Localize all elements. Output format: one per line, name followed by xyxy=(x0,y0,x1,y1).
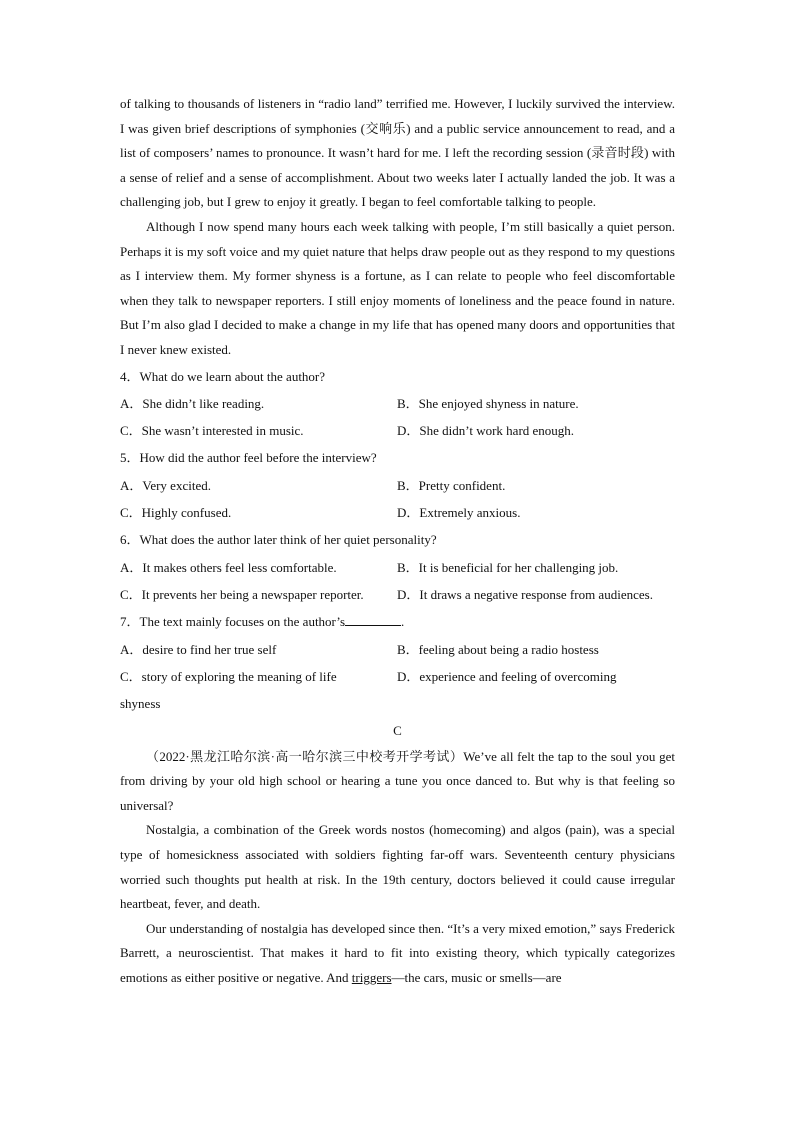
question-5-option-a[interactable]: A．Very excited. xyxy=(120,477,211,493)
question-4-option-d[interactable]: D．She didn’t work hard enough. xyxy=(397,423,575,439)
question-4-options-row-2 xyxy=(120,417,675,444)
question-4-option-b[interactable]: B．She enjoyed shyness in nature. xyxy=(397,395,579,411)
passage-b-paragraph-1: of talking to thousands of listeners in “radio land” terrified me. However, I luckily survived the interview. I was given brief descriptions of symphonies (交响乐) and a public service announcement to read, and a list of composers’ names to pronounce. It wasn’t hard for me. I left the recording session (录音时段) with a sense of relief and a sense of accomplishment. About two weeks later I actually landed the job. It was a challenging job, but I grew to enjoy it greatly. I began to feel comfortable talking to people. xyxy=(120,96,675,210)
document-page xyxy=(120,92,675,991)
question-7-options-row-1 xyxy=(120,636,675,663)
question-5-option-b[interactable]: B．Pretty confident. xyxy=(397,477,506,493)
passage-c-heading: C xyxy=(393,723,402,739)
question-6-stem: 6．What does the author later think of her quiet personality? xyxy=(120,532,437,548)
answer-blank xyxy=(345,613,401,626)
passage-c-paragraph-1 xyxy=(120,745,675,819)
passage-c-paragraph-3-text: Our understanding of nostalgia has developed since then. “It’s a very mixed emotion,” says Frederick Barrett, a neuroscientist. That makes it hard to fit into existing theory, which typically categorizes emotions as either positive or negative. And xyxy=(120,920,675,986)
question-6-option-d[interactable]: D．It draws a negative response from audiences. xyxy=(397,586,653,602)
question-7-option-c[interactable]: C．story of exploring the meaning of life xyxy=(120,668,337,684)
question-4-option-a[interactable]: A．She didn’t like reading. xyxy=(120,395,265,411)
question-7-option-a[interactable]: A．desire to find her true self xyxy=(120,641,277,657)
passage-b-paragraph-2: Although I now spend many hours each week talking with people, I’m still basically a quiet person. Perhaps it is my soft voice and my quiet nature that helps draw people out as they respond to my questions as I interview them. My former shyness is a fortune, as I can relate to people who feel discomfortable when they talk to newspaper reporters. I still enjoy moments of loneliness and the peace found in nature. But I’m also glad I decided to make a change in my life that has opened many doors and opportunities that I never knew existed. xyxy=(120,218,675,357)
passage-c-paragraph-3 xyxy=(120,917,675,991)
question-5-options-row-2 xyxy=(120,499,675,526)
question-6-options-row-2 xyxy=(120,581,675,608)
question-7-option-b[interactable]: B．feeling about being a radio hostess xyxy=(397,641,599,657)
question-4-stem: 4．What do we learn about the author? xyxy=(120,368,326,384)
passage-c-paragraph-2: Nostalgia, a combination of the Greek words nostos (homecoming) and algos (pain), was a special type of homesickness associated with soldiers fighting far-off wars. Seventeenth century physicians worried such thoughts put health at risk. In the 19th century, doctors believed it could cause irregular heartbeat, fever, and death. xyxy=(120,822,675,912)
question-5-stem: 5．How did the author feel before the interview? xyxy=(120,450,377,466)
question-4-option-c[interactable]: C．She wasn’t interested in music. xyxy=(120,423,304,439)
question-7-option-d-wrap: shyness xyxy=(120,696,161,712)
passage-c-paragraph-1-text: We’ve all felt the tap to the soul you get from driving by your old high school or hearing a tune you once danced to. But why is that feeling so universal? xyxy=(120,748,675,813)
question-4-options-row-1 xyxy=(120,390,675,417)
question-5-options-row-1 xyxy=(120,472,675,499)
question-6-option-b[interactable]: B．It is beneficial for her challenging job. xyxy=(397,559,619,575)
question-5-option-c[interactable]: C．Highly confused. xyxy=(120,505,232,521)
question-7-stem-text: 7．The text mainly focuses on the author’s xyxy=(120,614,346,630)
question-6-option-c[interactable]: C．It prevents her being a newspaper reporter. xyxy=(120,586,364,602)
question-6-options-row-1 xyxy=(120,554,675,581)
passage-c-source: （2022·黑龙江哈尔滨·高一哈尔滨三中校考开学考试） xyxy=(146,748,464,764)
question-7-options-row-2 xyxy=(120,663,675,690)
question-7-stem xyxy=(120,608,675,635)
question-5-option-d[interactable]: D．Extremely anxious. xyxy=(397,505,521,521)
underlined-word-triggers: triggers xyxy=(351,970,392,986)
question-7-stem-end: . xyxy=(401,614,405,630)
question-6-option-a[interactable]: A．It makes others feel less comfortable. xyxy=(120,559,337,575)
question-7-option-d[interactable]: D．experience and feeling of overcoming xyxy=(397,668,617,684)
passage-c-paragraph-3-rest: —the cars, music or smells—are xyxy=(391,970,562,986)
